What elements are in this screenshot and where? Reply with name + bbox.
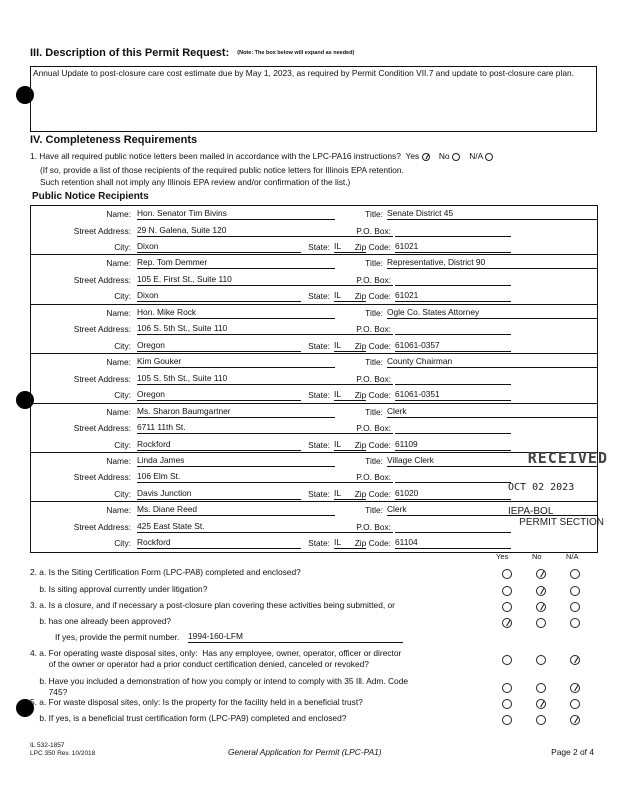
label-name: Name: bbox=[106, 307, 131, 318]
q1-yes-radio[interactable] bbox=[422, 153, 430, 161]
stamp-received: RECEIVED bbox=[527, 449, 608, 467]
question-na-radio[interactable] bbox=[570, 618, 580, 628]
recipient-street-field[interactable]: 6711 11th St. bbox=[137, 422, 393, 434]
yes-label: Yes bbox=[405, 151, 420, 161]
recipient-zip-field[interactable]: 61021 bbox=[395, 241, 511, 253]
label-po-box: P.O. Box: bbox=[356, 274, 391, 285]
question-no-radio[interactable] bbox=[536, 655, 546, 665]
recipient-title-field[interactable]: Village Clerk bbox=[387, 455, 597, 467]
question-yes-radio[interactable] bbox=[502, 586, 512, 596]
label-name: Name: bbox=[106, 209, 131, 219]
label-zip: Zip Code: bbox=[354, 439, 391, 450]
section-4-heading: IV. Completeness Requirements bbox=[30, 134, 198, 146]
answer-header-yes: Yes bbox=[496, 552, 509, 561]
recipient-entry bbox=[31, 305, 597, 354]
recipient-po-box-field[interactable] bbox=[395, 323, 511, 335]
answer-header-no: No bbox=[532, 552, 542, 561]
question-text: 4. a. For operating waste disposal sites, only: Has any employee, owner, operator, officer or director of the owner or operator had a prior conduct certification denied, canceled or revoked? bbox=[30, 648, 402, 669]
question-1-note-2: Such retention shall not imply any Illinois EPA review and/or confirmation of the list.) bbox=[40, 177, 351, 187]
label-state: State: bbox=[308, 291, 330, 302]
recipient-city-field[interactable]: Rockford bbox=[137, 537, 301, 549]
label-street: Street Address: bbox=[73, 373, 131, 384]
recipient-name-field[interactable]: Linda James bbox=[137, 455, 335, 467]
recipient-street-field[interactable]: 105 S. 5th St., Suite 110 bbox=[137, 373, 393, 385]
label-title: Title: bbox=[365, 505, 383, 516]
label-state: State: bbox=[308, 488, 330, 499]
recipient-zip-field[interactable]: 61061-0351 bbox=[395, 389, 511, 401]
question-no-radio[interactable] bbox=[536, 699, 546, 709]
label-zip: Zip Code: bbox=[354, 340, 391, 351]
recipient-zip-field[interactable]: 61020 bbox=[395, 488, 511, 500]
footer-page: Page 2 of 4 bbox=[551, 747, 594, 757]
label-state: State: bbox=[308, 340, 330, 351]
permit-number-label: If yes, provide the permit number. bbox=[55, 632, 180, 642]
recipient-zip-field[interactable]: 61021 bbox=[395, 290, 511, 302]
question-yes-radio[interactable] bbox=[502, 569, 512, 579]
question-text: b. Is siting approval currently under litigation? bbox=[30, 584, 208, 594]
label-city: City: bbox=[114, 340, 131, 351]
question-na-radio[interactable] bbox=[570, 602, 580, 612]
recipient-entry bbox=[31, 206, 597, 255]
label-title: Title: bbox=[365, 258, 383, 269]
question-yes-radio[interactable] bbox=[502, 715, 512, 725]
label-city: City: bbox=[114, 488, 131, 499]
recipient-entry bbox=[31, 453, 597, 502]
permit-description-box[interactable]: Annual Update to post-closure care cost estimate due by May 1, 2023, as required by Permit Condition VII.7 and update to post-closure care plan. bbox=[30, 66, 597, 132]
recipient-name-field[interactable]: Rep. Tom Demmer bbox=[137, 257, 335, 269]
footer-form-id: IL 532-1857 bbox=[30, 742, 65, 749]
question-yes-radio[interactable] bbox=[502, 683, 512, 693]
stamp-date: OCT 02 2023 bbox=[508, 482, 575, 493]
question-text: b. If yes, is a beneficial trust certification form (LPC-PA9) completed and enclosed? bbox=[30, 713, 347, 723]
recipient-title-field[interactable]: Senate District 45 bbox=[387, 208, 597, 220]
label-po-box: P.O. Box: bbox=[356, 225, 391, 236]
q1-no-radio[interactable] bbox=[452, 153, 460, 161]
no-label: No bbox=[438, 151, 450, 161]
question-na-radio[interactable] bbox=[570, 586, 580, 596]
question-1-note-1: (If so, provide a list of those recipients of the required public notice letters for Illinois EPA retention. bbox=[40, 165, 404, 175]
recipient-state-field[interactable]: IL bbox=[334, 537, 366, 549]
question-1-text: 1. Have all required public notice letters been mailed in accordance with the LPC-PA16 instructions? bbox=[30, 151, 401, 161]
question-na-radio[interactable] bbox=[570, 655, 580, 665]
recipient-name-field[interactable]: Ms. Sharon Baumgartner bbox=[137, 406, 335, 418]
recipient-city-field[interactable]: Dixon bbox=[137, 241, 301, 253]
question-no-radio[interactable] bbox=[536, 618, 546, 628]
label-street: Street Address: bbox=[73, 274, 131, 285]
recipient-title-field[interactable]: County Chairman bbox=[387, 356, 597, 368]
label-city: City: bbox=[114, 390, 131, 401]
label-zip: Zip Code: bbox=[354, 488, 391, 499]
recipient-title-field[interactable]: Clerk bbox=[387, 406, 597, 418]
recipient-po-box-field[interactable] bbox=[395, 225, 511, 237]
question-yes-radio[interactable] bbox=[502, 602, 512, 612]
label-po-box: P.O. Box: bbox=[356, 521, 391, 532]
label-street: Street Address: bbox=[73, 324, 131, 335]
recipient-state-field[interactable]: IL bbox=[334, 241, 366, 253]
label-state: State: bbox=[308, 439, 330, 450]
recipient-title-field[interactable]: Ogle Co. States Attorney bbox=[387, 307, 597, 319]
label-street: Street Address: bbox=[73, 423, 131, 434]
recipient-street-field[interactable]: 106 S. 5th St., Suite 110 bbox=[137, 323, 393, 335]
recipient-city-field[interactable]: Dixon bbox=[137, 290, 301, 302]
recipient-name-field[interactable]: Kim Gouker bbox=[137, 356, 335, 368]
question-no-radio[interactable] bbox=[536, 715, 546, 725]
recipient-name-field[interactable]: Hon. Senator Tim Bivins bbox=[137, 208, 335, 220]
question-text: 3. a. Is a closure, and if necessary a post-closure plan covering these activities being submitted, or bbox=[30, 600, 395, 610]
recipient-po-box-field[interactable] bbox=[395, 422, 511, 434]
recipient-street-field[interactable]: 105 E. First St., Suite 110 bbox=[137, 274, 393, 286]
label-city: City: bbox=[114, 439, 131, 450]
recipient-name-field[interactable]: Ms. Diane Reed bbox=[137, 504, 335, 516]
label-name: Name: bbox=[106, 406, 131, 417]
question-text: 5. a. For waste disposal sites, only: Is the property for the facility held in a beneficial trust? bbox=[30, 697, 363, 707]
recipient-street-field[interactable]: 425 East State St. bbox=[137, 521, 393, 533]
label-zip: Zip Code: bbox=[354, 242, 391, 252]
label-street: Street Address: bbox=[73, 521, 131, 532]
recipient-city-field[interactable]: Oregon bbox=[137, 340, 301, 352]
question-yes-radio[interactable] bbox=[502, 655, 512, 665]
label-title: Title: bbox=[365, 307, 383, 318]
q1-na-radio[interactable] bbox=[485, 153, 493, 161]
label-street: Street Address: bbox=[73, 472, 131, 483]
question-no-radio[interactable] bbox=[536, 602, 546, 612]
question-na-radio[interactable] bbox=[570, 699, 580, 709]
recipient-title-field[interactable]: Clerk bbox=[387, 504, 597, 516]
label-title: Title: bbox=[365, 455, 383, 466]
recipient-name-field[interactable]: Hon. Mike Rock bbox=[137, 307, 335, 319]
recipient-zip-field[interactable]: 61061-0357 bbox=[395, 340, 511, 352]
label-title: Title: bbox=[365, 406, 383, 417]
answer-header-na: N/A bbox=[566, 552, 579, 561]
question-na-radio[interactable] bbox=[570, 683, 580, 693]
recipient-entry bbox=[31, 354, 597, 403]
label-name: Name: bbox=[106, 357, 131, 368]
recipient-po-box-field[interactable] bbox=[395, 521, 511, 533]
question-yes-radio[interactable] bbox=[502, 699, 512, 709]
label-name: Name: bbox=[106, 505, 131, 516]
label-state: State: bbox=[308, 390, 330, 401]
label-zip: Zip Code: bbox=[354, 538, 391, 549]
recipient-state-field[interactable]: IL bbox=[334, 488, 366, 500]
recipient-state-field[interactable]: IL bbox=[334, 439, 366, 451]
label-po-box: P.O. Box: bbox=[356, 423, 391, 434]
label-po-box: P.O. Box: bbox=[356, 472, 391, 483]
label-zip: Zip Code: bbox=[354, 291, 391, 302]
label-city: City: bbox=[114, 291, 131, 302]
recipients-table bbox=[30, 205, 598, 553]
question-no-radio[interactable] bbox=[536, 586, 546, 596]
label-title: Title: bbox=[365, 209, 383, 219]
label-city: City: bbox=[114, 538, 131, 549]
recipient-po-box-field[interactable] bbox=[395, 373, 511, 385]
recipients-heading: Public Notice Recipients bbox=[32, 191, 149, 202]
label-po-box: P.O. Box: bbox=[356, 373, 391, 384]
label-title: Title: bbox=[365, 357, 383, 368]
question-no-radio[interactable] bbox=[536, 683, 546, 693]
recipient-street-field[interactable]: 106 Elm St. bbox=[137, 471, 393, 483]
question-text: b. Have you included a demonstration of how you comply or intend to comply with 35 Ill. Adm. Code 745? bbox=[39, 676, 409, 697]
question-text: 2. a. Is the Siting Certification Form (LPC-PA8) completed and enclosed? bbox=[30, 567, 301, 577]
label-name: Name: bbox=[106, 258, 131, 269]
permit-number-field[interactable]: 1994-160-LFM bbox=[188, 631, 403, 643]
recipient-entry bbox=[31, 404, 597, 453]
question-yes-radio[interactable] bbox=[502, 618, 512, 628]
recipient-street-field[interactable]: 29 N. Galena, Suite 120 bbox=[137, 225, 393, 237]
label-state: State: bbox=[308, 538, 330, 549]
label-po-box: P.O. Box: bbox=[356, 324, 391, 335]
recipient-po-box-field[interactable] bbox=[395, 274, 511, 286]
label-name: Name: bbox=[106, 455, 131, 466]
label-zip: Zip Code: bbox=[354, 390, 391, 401]
label-street: Street Address: bbox=[73, 225, 131, 236]
recipient-title-field[interactable]: Representative, District 90 bbox=[387, 257, 597, 269]
stamp-dept: IEPA-BOL bbox=[508, 506, 554, 517]
question-na-radio[interactable] bbox=[570, 715, 580, 725]
recipient-state-field[interactable]: IL bbox=[334, 340, 366, 352]
stamp-section: PERMIT SECTION bbox=[519, 517, 604, 528]
label-state: State: bbox=[308, 242, 330, 252]
recipient-entry bbox=[31, 255, 597, 304]
section-3-heading: III. Description of this Permit Request: (Note: The box below will expand as needed) bbox=[30, 47, 355, 59]
recipient-state-field[interactable]: IL bbox=[334, 290, 366, 302]
label-city: City: bbox=[114, 242, 131, 252]
recipient-city-field[interactable]: Davis Junction bbox=[137, 488, 301, 500]
recipient-zip-field[interactable]: 61109 bbox=[395, 439, 511, 451]
recipient-state-field[interactable]: IL bbox=[334, 389, 366, 401]
footer-title: General Application for Permit (LPC-PA1) bbox=[228, 747, 382, 757]
footer-revision: LPC 350 Rev. 10/2018 bbox=[30, 750, 96, 757]
recipient-city-field[interactable]: Rockford bbox=[137, 439, 301, 451]
na-label: N/A bbox=[469, 151, 483, 161]
recipient-po-box-field[interactable] bbox=[395, 471, 511, 483]
question-na-radio[interactable] bbox=[570, 569, 580, 579]
recipient-city-field[interactable]: Oregon bbox=[137, 389, 301, 401]
question-text: b. has one already been approved? bbox=[30, 616, 172, 626]
question-no-radio[interactable] bbox=[536, 569, 546, 579]
section-3-note: (Note: The box below will expand as needed) bbox=[237, 50, 355, 57]
recipient-zip-field[interactable]: 61104 bbox=[395, 537, 511, 549]
question-1 bbox=[30, 151, 493, 161]
